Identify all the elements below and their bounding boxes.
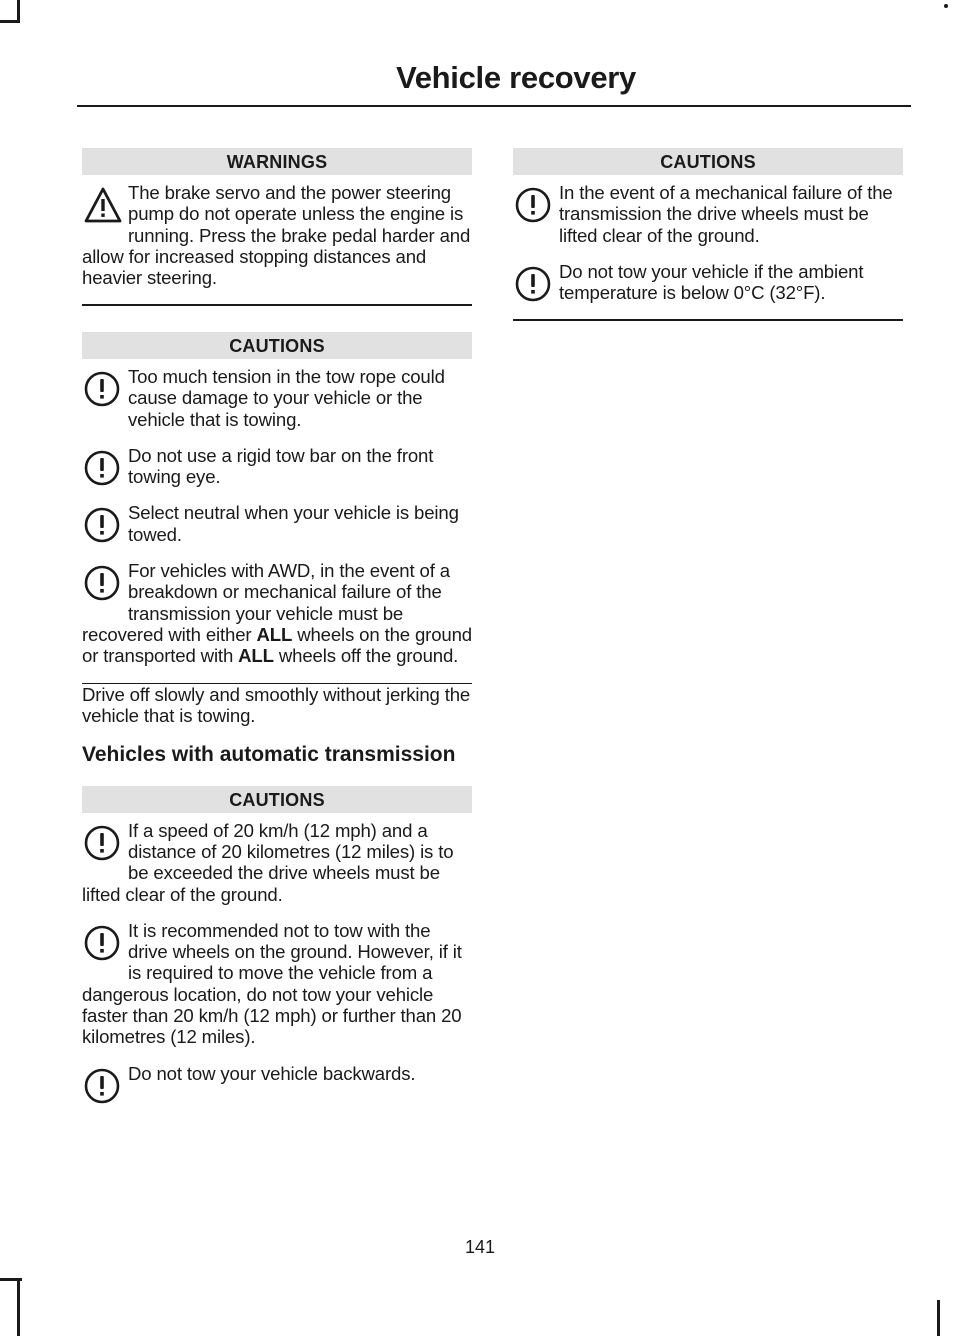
- cautions-box: [82, 786, 472, 1109]
- warning-item: [82, 182, 472, 288]
- exclamation-circle-icon: [513, 263, 555, 307]
- caution-item: [82, 560, 472, 666]
- caution-text: wheels off the ground.: [273, 645, 459, 667]
- caution-text: Do not tow your vehicle if the ambient temperature is below 0°C (32°F).: [559, 260, 864, 304]
- caution-text: Select neutral when your vehicle is being towed.: [128, 502, 459, 545]
- caution-item: [82, 920, 472, 1048]
- warning-triangle-icon: [82, 184, 124, 228]
- body-paragraph: Drive off slowly and smoothly without jerking the vehicle that is towing.: [82, 684, 471, 727]
- caution-text: It is recommended not to tow with the drive wheels on the ground. However, if it is required to move the vehicle from a dangerous location, do not tow your vehicle faster than 20 km/h (12 mph) or further than 20 kilometres (12 miles).: [82, 919, 462, 1048]
- cautions-box: [82, 332, 472, 684]
- cautions-title: CAUTIONS: [513, 148, 903, 175]
- cautions-title: CAUTIONS: [82, 786, 472, 813]
- exclamation-circle-icon: [82, 922, 124, 966]
- exclamation-circle-icon: [82, 447, 124, 491]
- caution-item: [82, 445, 472, 488]
- caution-item: [82, 820, 472, 905]
- box-divider: [513, 319, 903, 321]
- caution-item: [82, 1063, 472, 1084]
- page-number: 141: [464, 1237, 496, 1257]
- crop-mark-top-right: [944, 4, 948, 8]
- caution-item: [82, 366, 472, 430]
- crop-mark-bottom-left: [17, 1278, 20, 1336]
- exclamation-circle-icon: [82, 504, 124, 548]
- caution-item: [513, 261, 903, 304]
- exclamation-circle-icon: [82, 562, 124, 606]
- warning-text: The brake servo and the power steering pump do not operate unless the engine is running. Press the brake pedal harder and allow for increased stopping distances and heavier steering.: [82, 182, 471, 289]
- caution-item: [82, 502, 472, 545]
- emphasis-all: ALL: [256, 623, 293, 645]
- crop-mark-bottom-right: [937, 1300, 940, 1336]
- caution-item: [513, 182, 903, 246]
- header-divider: [77, 105, 911, 107]
- caution-text: Do not tow your vehicle backwards.: [128, 1062, 416, 1084]
- right-column: [513, 148, 903, 321]
- emphasis-all: ALL: [238, 645, 274, 667]
- exclamation-circle-icon: [82, 368, 124, 412]
- section-heading: Vehicles with automatic transmission: [82, 742, 456, 766]
- exclamation-circle-icon: [82, 822, 124, 866]
- cautions-title: CAUTIONS: [82, 332, 472, 359]
- caution-text: In the event of a mechanical failure of the transmission the drive wheels must be lifted clear of the ground.: [559, 182, 893, 246]
- page-title: Vehicle recovery: [396, 60, 636, 95]
- caution-text: Too much tension in the tow rope could cause damage to your vehicle or the vehicle that is towing.: [128, 365, 445, 430]
- caution-text: For vehicles with AWD, in the event of a breakdown or mechanical failure of the transmission your vehicle must be recovered with either: [82, 560, 450, 645]
- caution-text: If a speed of 20 km/h (12 mph) and a distance of 20 kilometres (12 miles) is to be exceeded the drive wheels must be lifted clear of the ground.: [82, 819, 454, 905]
- left-column: [82, 148, 472, 1109]
- exclamation-circle-icon: [82, 1065, 124, 1109]
- crop-mark-top-left: [17, 0, 20, 22]
- cautions-box: [513, 148, 903, 321]
- caution-text: wheels on the ground or transported with: [82, 623, 472, 667]
- caution-text: Do not use a rigid tow bar on the front towing eye.: [128, 444, 434, 488]
- warnings-box: [82, 148, 472, 306]
- exclamation-circle-icon: [513, 184, 555, 228]
- warnings-title: WARNINGS: [82, 148, 472, 175]
